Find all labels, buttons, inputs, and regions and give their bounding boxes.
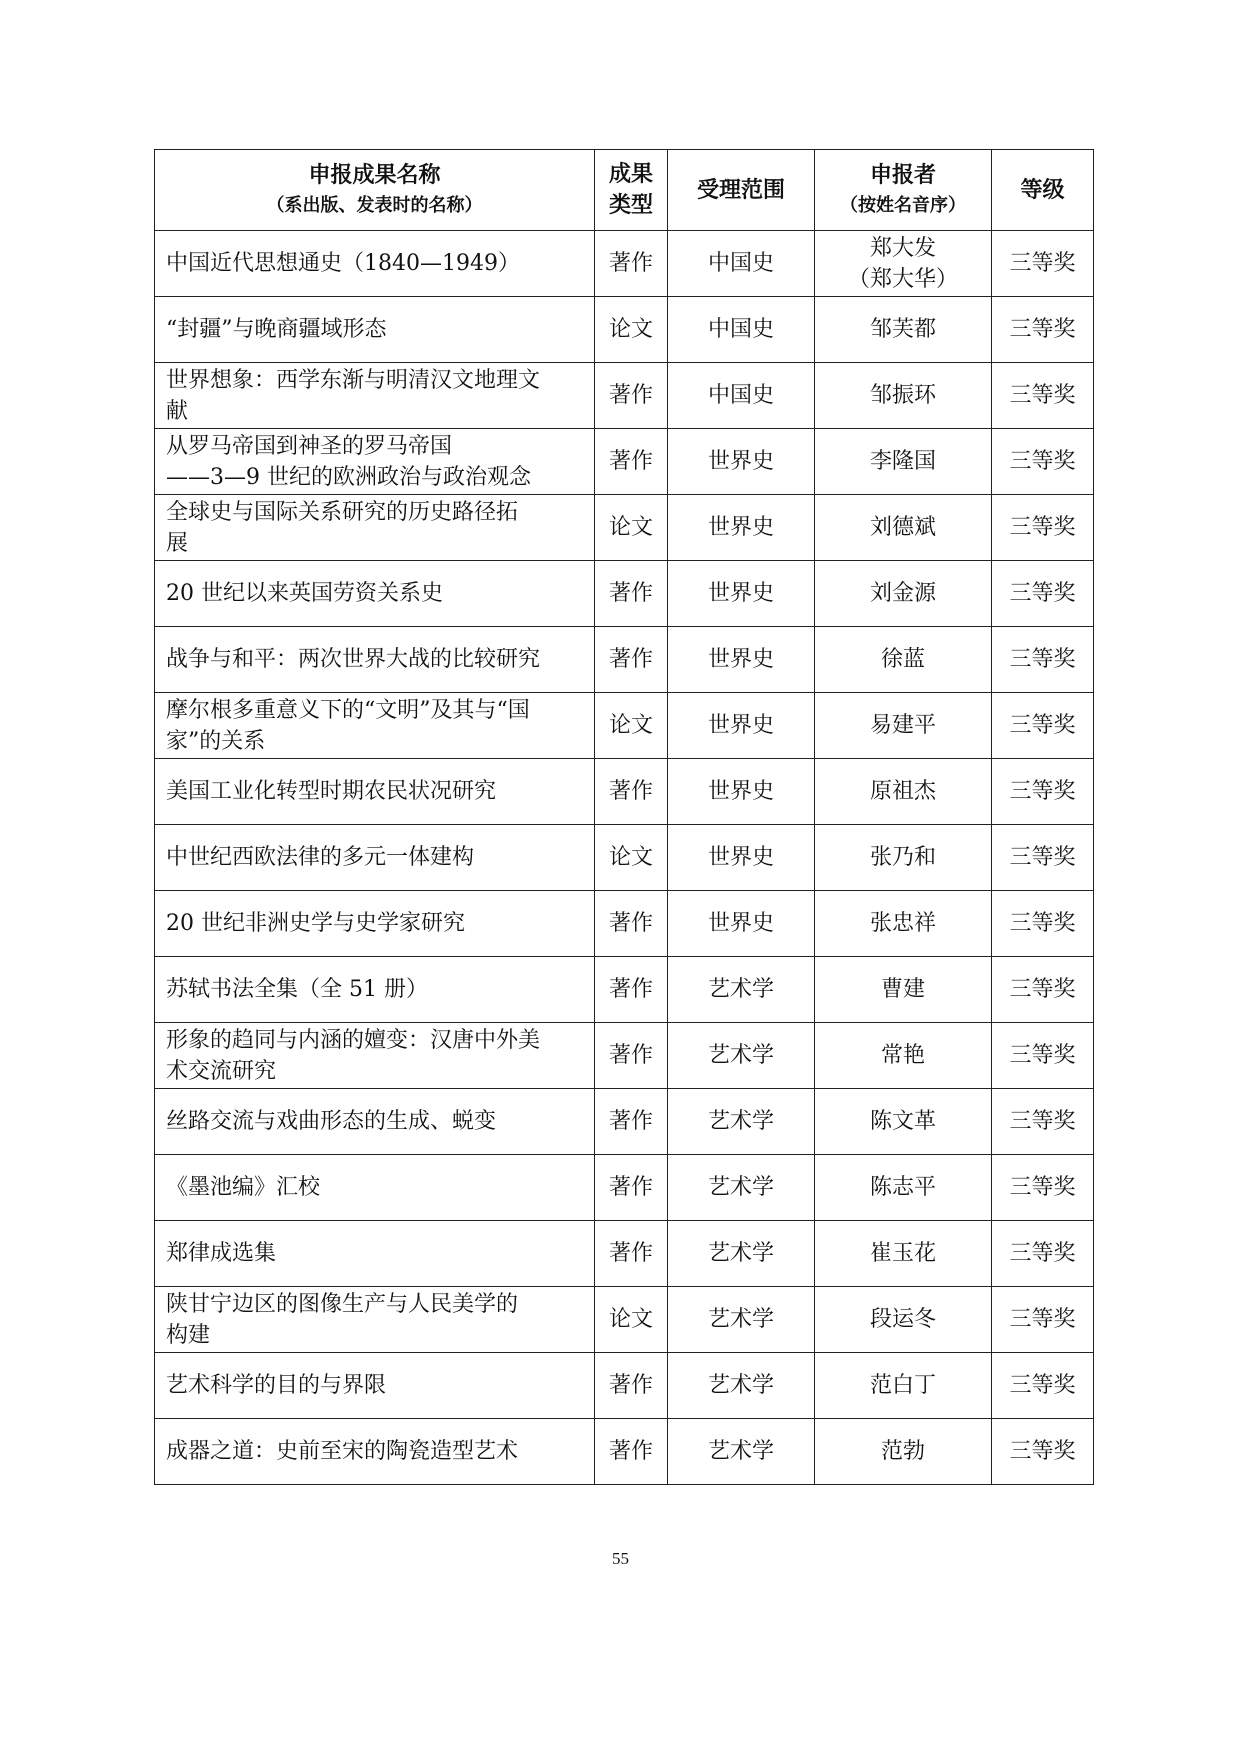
applicant-line: 易建平 xyxy=(869,713,936,738)
table-row xyxy=(155,1089,1094,1155)
header-title-sub: （系出版、发表时的名称） xyxy=(266,194,483,216)
applicant-line: 张乃和 xyxy=(869,845,936,870)
table-row xyxy=(155,495,1094,561)
cell-scope: 艺术学 xyxy=(668,1089,815,1155)
applicant-line: 李隆国 xyxy=(869,449,936,474)
cell-scope: 艺术学 xyxy=(668,1221,815,1287)
header-applicant-main: 申报者 xyxy=(869,162,936,188)
cell-title xyxy=(155,429,595,495)
applicant-line: 张忠祥 xyxy=(869,911,936,936)
applicant-line: 范白丁 xyxy=(869,1373,936,1398)
applicant-line: 徐蓝 xyxy=(880,647,925,672)
cell-applicant xyxy=(815,957,992,1023)
cell-type: 著作 xyxy=(595,231,668,297)
cell-applicant xyxy=(815,1023,992,1089)
header-level: 等级 xyxy=(992,150,1094,231)
table-row xyxy=(155,1155,1094,1221)
header-scope: 受理范围 xyxy=(668,150,815,231)
title-line: 《墨池编》汇校 xyxy=(166,1175,321,1200)
cell-title xyxy=(155,693,595,759)
cell-title xyxy=(155,1089,595,1155)
header-type-line2: 类型 xyxy=(608,193,653,218)
cell-scope: 艺术学 xyxy=(668,1155,815,1221)
cell-type: 著作 xyxy=(595,891,668,957)
table-row xyxy=(155,297,1094,363)
award-table xyxy=(154,149,1094,1485)
title-line: “封疆”与晚商疆域形态 xyxy=(166,317,387,342)
cell-level: 三等奖 xyxy=(992,1155,1094,1221)
cell-title xyxy=(155,1023,595,1089)
cell-applicant xyxy=(815,561,992,627)
cell-title xyxy=(155,1221,595,1287)
cell-level: 三等奖 xyxy=(992,759,1094,825)
cell-applicant xyxy=(815,1353,992,1419)
table-row xyxy=(155,429,1094,495)
header-title-main: 申报成果名称 xyxy=(308,162,441,188)
title-line: 艺术科学的目的与界限 xyxy=(166,1373,387,1398)
title-line: 美国工业化转型时期农民状况研究 xyxy=(166,779,497,804)
cell-type: 著作 xyxy=(595,363,668,429)
title-line: 献 xyxy=(166,398,189,424)
cell-level: 三等奖 xyxy=(992,231,1094,297)
cell-applicant xyxy=(815,363,992,429)
cell-title xyxy=(155,231,595,297)
cell-scope: 世界史 xyxy=(668,693,815,759)
cell-applicant xyxy=(815,1089,992,1155)
cell-type: 论文 xyxy=(595,825,668,891)
cell-applicant xyxy=(815,231,992,297)
cell-title xyxy=(155,957,595,1023)
cell-applicant xyxy=(815,495,992,561)
cell-type: 著作 xyxy=(595,1419,668,1485)
cell-title xyxy=(155,1287,595,1353)
applicant-line: 刘金源 xyxy=(869,581,936,606)
table-row xyxy=(155,1419,1094,1485)
cell-title xyxy=(155,1353,595,1419)
header-applicant-sub: （按姓名音序） xyxy=(840,194,966,216)
table-row xyxy=(155,1023,1094,1089)
cell-type: 著作 xyxy=(595,1221,668,1287)
title-line: 世界想象：西学东渐与明清汉文地理文 xyxy=(166,367,541,393)
cell-title xyxy=(155,1155,595,1221)
cell-type: 论文 xyxy=(595,1287,668,1353)
cell-applicant xyxy=(815,297,992,363)
title-line: 形象的趋同与内涵的嬗变：汉唐中外美 xyxy=(166,1027,541,1053)
table-row xyxy=(155,627,1094,693)
applicant-line: 邹芙都 xyxy=(869,317,936,342)
table-row xyxy=(155,825,1094,891)
cell-scope: 艺术学 xyxy=(668,957,815,1023)
cell-title xyxy=(155,363,595,429)
cell-scope: 世界史 xyxy=(668,561,815,627)
title-line: 20 世纪非洲史学与史学家研究 xyxy=(166,911,465,936)
cell-level: 三等奖 xyxy=(992,825,1094,891)
cell-scope: 艺术学 xyxy=(668,1353,815,1419)
cell-title xyxy=(155,825,595,891)
applicant-line: 常艳 xyxy=(880,1043,925,1068)
cell-type: 著作 xyxy=(595,1353,668,1419)
applicant-line: 刘德斌 xyxy=(869,515,936,540)
title-line: 战争与和平：两次世界大战的比较研究 xyxy=(166,647,541,672)
cell-level: 三等奖 xyxy=(992,429,1094,495)
cell-scope: 艺术学 xyxy=(668,1419,815,1485)
cell-level: 三等奖 xyxy=(992,561,1094,627)
title-line: 构建 xyxy=(166,1322,211,1348)
cell-level: 三等奖 xyxy=(992,1353,1094,1419)
table-row xyxy=(155,1221,1094,1287)
cell-type: 著作 xyxy=(595,1023,668,1089)
table-row xyxy=(155,957,1094,1023)
table-row xyxy=(155,561,1094,627)
header-applicant xyxy=(815,150,992,231)
cell-level: 三等奖 xyxy=(992,495,1094,561)
cell-level: 三等奖 xyxy=(992,297,1094,363)
cell-applicant xyxy=(815,693,992,759)
table-row xyxy=(155,1287,1094,1353)
cell-level: 三等奖 xyxy=(992,1419,1094,1485)
applicant-line: 邹振环 xyxy=(869,383,936,408)
cell-level: 三等奖 xyxy=(992,693,1094,759)
page-number: 55 xyxy=(612,1549,629,1568)
applicant-line: 郑大发 xyxy=(869,235,936,261)
cell-level: 三等奖 xyxy=(992,891,1094,957)
title-line: 郑律成选集 xyxy=(166,1241,277,1266)
cell-scope: 世界史 xyxy=(668,891,815,957)
applicant-line: 原祖杰 xyxy=(869,779,936,804)
cell-level: 三等奖 xyxy=(992,1221,1094,1287)
title-line: 术交流研究 xyxy=(166,1058,277,1084)
title-line: 展 xyxy=(166,530,189,556)
cell-scope: 中国史 xyxy=(668,231,815,297)
cell-scope: 中国史 xyxy=(668,363,815,429)
title-line: 摩尔根多重意义下的“文明”及其与“国 xyxy=(166,697,530,723)
cell-scope: 世界史 xyxy=(668,825,815,891)
cell-scope: 世界史 xyxy=(668,495,815,561)
cell-scope: 世界史 xyxy=(668,759,815,825)
title-line: 成器之道：史前至宋的陶瓷造型艺术 xyxy=(166,1439,519,1464)
cell-applicant xyxy=(815,1287,992,1353)
cell-title xyxy=(155,495,595,561)
header-type-line1: 成果 xyxy=(608,162,653,187)
cell-level: 三等奖 xyxy=(992,363,1094,429)
cell-level: 三等奖 xyxy=(992,627,1094,693)
title-line: 中国近代思想通史（1840—1949） xyxy=(166,251,520,276)
applicant-line: 段运冬 xyxy=(869,1307,936,1332)
title-line: 丝路交流与戏曲形态的生成、蜕变 xyxy=(166,1109,497,1134)
table-body xyxy=(155,231,1094,1485)
cell-level: 三等奖 xyxy=(992,1089,1094,1155)
title-line: 20 世纪以来英国劳资关系史 xyxy=(166,581,443,606)
cell-title xyxy=(155,561,595,627)
title-line: 家”的关系 xyxy=(166,728,266,754)
cell-scope: 中国史 xyxy=(668,297,815,363)
title-line: ——3—9 世纪的欧洲政治与政治观念 xyxy=(166,464,531,490)
header-type xyxy=(595,150,668,231)
cell-type: 论文 xyxy=(595,495,668,561)
table-row xyxy=(155,363,1094,429)
cell-type: 著作 xyxy=(595,1089,668,1155)
cell-scope: 艺术学 xyxy=(668,1023,815,1089)
title-line: 中世纪西欧法律的多元一体建构 xyxy=(166,845,475,870)
header-title xyxy=(155,150,595,231)
cell-level: 三等奖 xyxy=(992,957,1094,1023)
cell-title xyxy=(155,297,595,363)
cell-scope: 世界史 xyxy=(668,627,815,693)
cell-title xyxy=(155,627,595,693)
table-row xyxy=(155,891,1094,957)
cell-applicant xyxy=(815,825,992,891)
cell-type: 著作 xyxy=(595,561,668,627)
cell-type: 著作 xyxy=(595,627,668,693)
table-row xyxy=(155,1353,1094,1419)
cell-type: 著作 xyxy=(595,429,668,495)
table-row xyxy=(155,759,1094,825)
cell-level: 三等奖 xyxy=(992,1287,1094,1353)
cell-applicant xyxy=(815,627,992,693)
cell-title xyxy=(155,891,595,957)
applicant-line: 崔玉花 xyxy=(869,1241,936,1266)
title-line: 陕甘宁边区的图像生产与人民美学的 xyxy=(166,1291,519,1317)
cell-type: 论文 xyxy=(595,297,668,363)
cell-type: 著作 xyxy=(595,957,668,1023)
applicant-line: 陈志平 xyxy=(869,1175,936,1200)
table-row xyxy=(155,693,1094,759)
cell-scope: 艺术学 xyxy=(668,1287,815,1353)
cell-title xyxy=(155,1419,595,1485)
applicant-line: 曹建 xyxy=(880,977,925,1002)
table-row xyxy=(155,231,1094,297)
cell-applicant xyxy=(815,891,992,957)
cell-applicant xyxy=(815,759,992,825)
cell-level: 三等奖 xyxy=(992,1023,1094,1089)
cell-scope: 世界史 xyxy=(668,429,815,495)
table-header-row xyxy=(155,150,1094,231)
cell-applicant xyxy=(815,1221,992,1287)
applicant-line: （郑大华） xyxy=(847,266,958,292)
cell-type: 论文 xyxy=(595,693,668,759)
applicant-line: 范勃 xyxy=(880,1439,925,1464)
cell-title xyxy=(155,759,595,825)
title-line: 从罗马帝国到神圣的罗马帝国 xyxy=(166,433,453,459)
cell-type: 著作 xyxy=(595,1155,668,1221)
cell-applicant xyxy=(815,429,992,495)
cell-applicant xyxy=(815,1155,992,1221)
cell-applicant xyxy=(815,1419,992,1485)
applicant-line: 陈文革 xyxy=(869,1109,936,1134)
title-line: 苏轼书法全集（全 51 册） xyxy=(166,977,428,1002)
title-line: 全球史与国际关系研究的历史路径拓 xyxy=(166,499,519,525)
cell-type: 著作 xyxy=(595,759,668,825)
